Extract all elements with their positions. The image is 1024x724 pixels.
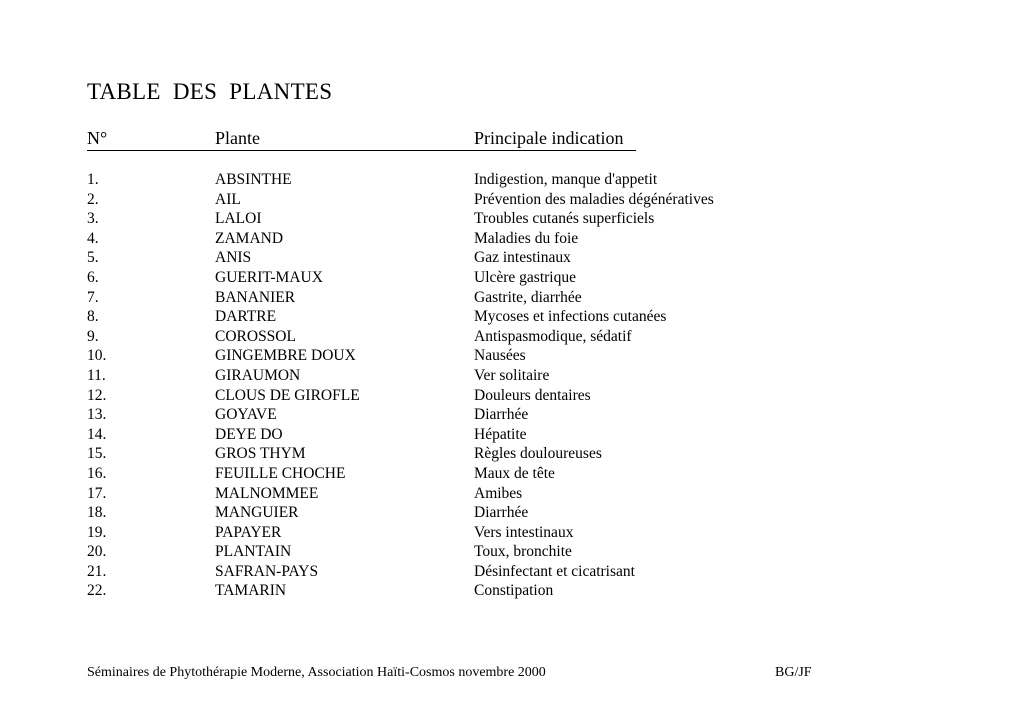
row-plant: CLOUS DE GIROFLE bbox=[215, 386, 360, 404]
row-number: 9. bbox=[87, 327, 99, 345]
table-row bbox=[87, 523, 787, 543]
table-row bbox=[87, 288, 787, 308]
row-number: 16. bbox=[87, 464, 107, 482]
row-plant: ABSINTHE bbox=[215, 171, 292, 188]
table-row bbox=[87, 562, 787, 582]
row-indication: Hépatite bbox=[474, 425, 527, 443]
row-indication: Règles douloureuses bbox=[474, 445, 602, 463]
table-row bbox=[87, 425, 787, 445]
row-indication: Diarrhée bbox=[474, 504, 529, 522]
table-row bbox=[87, 444, 787, 464]
row-number: 8. bbox=[87, 308, 99, 326]
table-row bbox=[87, 503, 787, 523]
row-number: 12. bbox=[87, 386, 107, 404]
row-plant: LALOI bbox=[215, 210, 262, 228]
table-row bbox=[87, 190, 787, 210]
footer-source: Séminaires de Phytothérapie Moderne, Association Haïti-Cosmos novembre 2000 bbox=[87, 665, 546, 680]
table-row bbox=[87, 209, 787, 229]
row-plant: ZAMAND bbox=[215, 229, 284, 247]
row-indication: Maladies du foie bbox=[474, 229, 579, 247]
row-plant: TAMARIN bbox=[215, 582, 287, 600]
table-row bbox=[87, 268, 787, 288]
table-row bbox=[87, 366, 787, 386]
row-indication: Vers intestinaux bbox=[474, 523, 574, 541]
table-row bbox=[87, 307, 787, 327]
row-number: 21. bbox=[87, 562, 107, 580]
row-plant: DEYE DO bbox=[215, 425, 283, 443]
row-number: 20. bbox=[87, 543, 107, 561]
row-plant: COROSSOL bbox=[215, 327, 296, 345]
table-row bbox=[87, 170, 787, 190]
row-indication: Désinfectant et cicatrisant bbox=[474, 562, 635, 580]
row-indication: Toux, bronchite bbox=[474, 543, 572, 561]
row-number: 2. bbox=[87, 190, 99, 208]
row-number: 3. bbox=[87, 210, 99, 228]
column-header-plant: Plante bbox=[215, 127, 474, 151]
row-plant: GINGEMBRE DOUX bbox=[215, 347, 356, 365]
row-number: 14. bbox=[87, 425, 107, 443]
row-number: 5. bbox=[87, 249, 99, 267]
row-plant: BANANIER bbox=[215, 288, 296, 306]
page-title: TABLE DES PLANTES bbox=[87, 79, 333, 104]
row-number: 10. bbox=[87, 347, 107, 365]
row-indication: Gastrite, diarrhée bbox=[474, 288, 582, 306]
table-row bbox=[87, 464, 787, 484]
column-header-indication: Principale indication bbox=[474, 127, 636, 151]
row-number: 15. bbox=[87, 445, 107, 463]
row-indication: Gaz intestinaux bbox=[474, 249, 571, 267]
row-indication: Prévention des maladies dégénératives bbox=[474, 190, 714, 208]
row-number: 22. bbox=[87, 582, 107, 600]
row-number: 1. bbox=[87, 171, 99, 188]
row-indication: Antispasmodique, sédatif bbox=[474, 327, 632, 345]
row-number: 18. bbox=[87, 504, 107, 522]
row-indication: Douleurs dentaires bbox=[474, 386, 591, 404]
table-row bbox=[87, 248, 787, 268]
row-number: 19. bbox=[87, 523, 107, 541]
row-indication: Troubles cutanés superficiels bbox=[474, 210, 655, 228]
table-row bbox=[87, 229, 787, 249]
row-plant: DARTRE bbox=[215, 308, 277, 326]
row-number: 11. bbox=[87, 366, 106, 384]
row-plant: FEUILLE CHOCHE bbox=[215, 464, 346, 482]
row-indication: Nausées bbox=[474, 347, 526, 365]
table-row bbox=[87, 484, 787, 504]
row-indication: Ver solitaire bbox=[474, 366, 550, 384]
row-number: 13. bbox=[87, 406, 107, 424]
row-plant: PLANTAIN bbox=[215, 543, 292, 561]
row-plant: GOYAVE bbox=[215, 406, 277, 424]
row-indication: Ulcère gastrique bbox=[474, 268, 576, 286]
plant-table bbox=[87, 170, 787, 601]
table-row bbox=[87, 405, 787, 425]
column-header-number: N° bbox=[87, 127, 215, 151]
row-number: 7. bbox=[87, 288, 99, 306]
row-indication: Mycoses et infections cutanées bbox=[474, 308, 667, 326]
row-plant: AIL bbox=[215, 190, 241, 208]
row-plant: MALNOMMEE bbox=[215, 484, 319, 502]
row-plant: GUERIT-MAUX bbox=[215, 268, 323, 286]
table-row bbox=[87, 542, 787, 562]
row-plant: MANGUIER bbox=[215, 504, 299, 522]
table-row bbox=[87, 581, 787, 601]
row-number: 4. bbox=[87, 229, 99, 247]
row-plant: PAPAYER bbox=[215, 523, 282, 541]
row-indication: Amibes bbox=[474, 484, 523, 502]
table-row bbox=[87, 346, 787, 366]
row-plant: ANIS bbox=[215, 249, 252, 267]
table-header bbox=[87, 127, 637, 151]
row-indication: Maux de tête bbox=[474, 464, 555, 482]
row-plant: SAFRAN-PAYS bbox=[215, 562, 319, 580]
table-row bbox=[87, 386, 787, 406]
row-number: 17. bbox=[87, 484, 107, 502]
row-number: 6. bbox=[87, 268, 99, 286]
row-indication: Indigestion, manque d'appetit bbox=[474, 171, 658, 188]
row-plant: GIRAUMON bbox=[215, 366, 301, 384]
row-indication: Constipation bbox=[474, 582, 554, 600]
row-indication: Diarrhée bbox=[474, 406, 529, 424]
row-plant: GROS THYM bbox=[215, 445, 306, 463]
footer-initials: BG/JF bbox=[775, 665, 812, 680]
table-row bbox=[87, 327, 787, 347]
